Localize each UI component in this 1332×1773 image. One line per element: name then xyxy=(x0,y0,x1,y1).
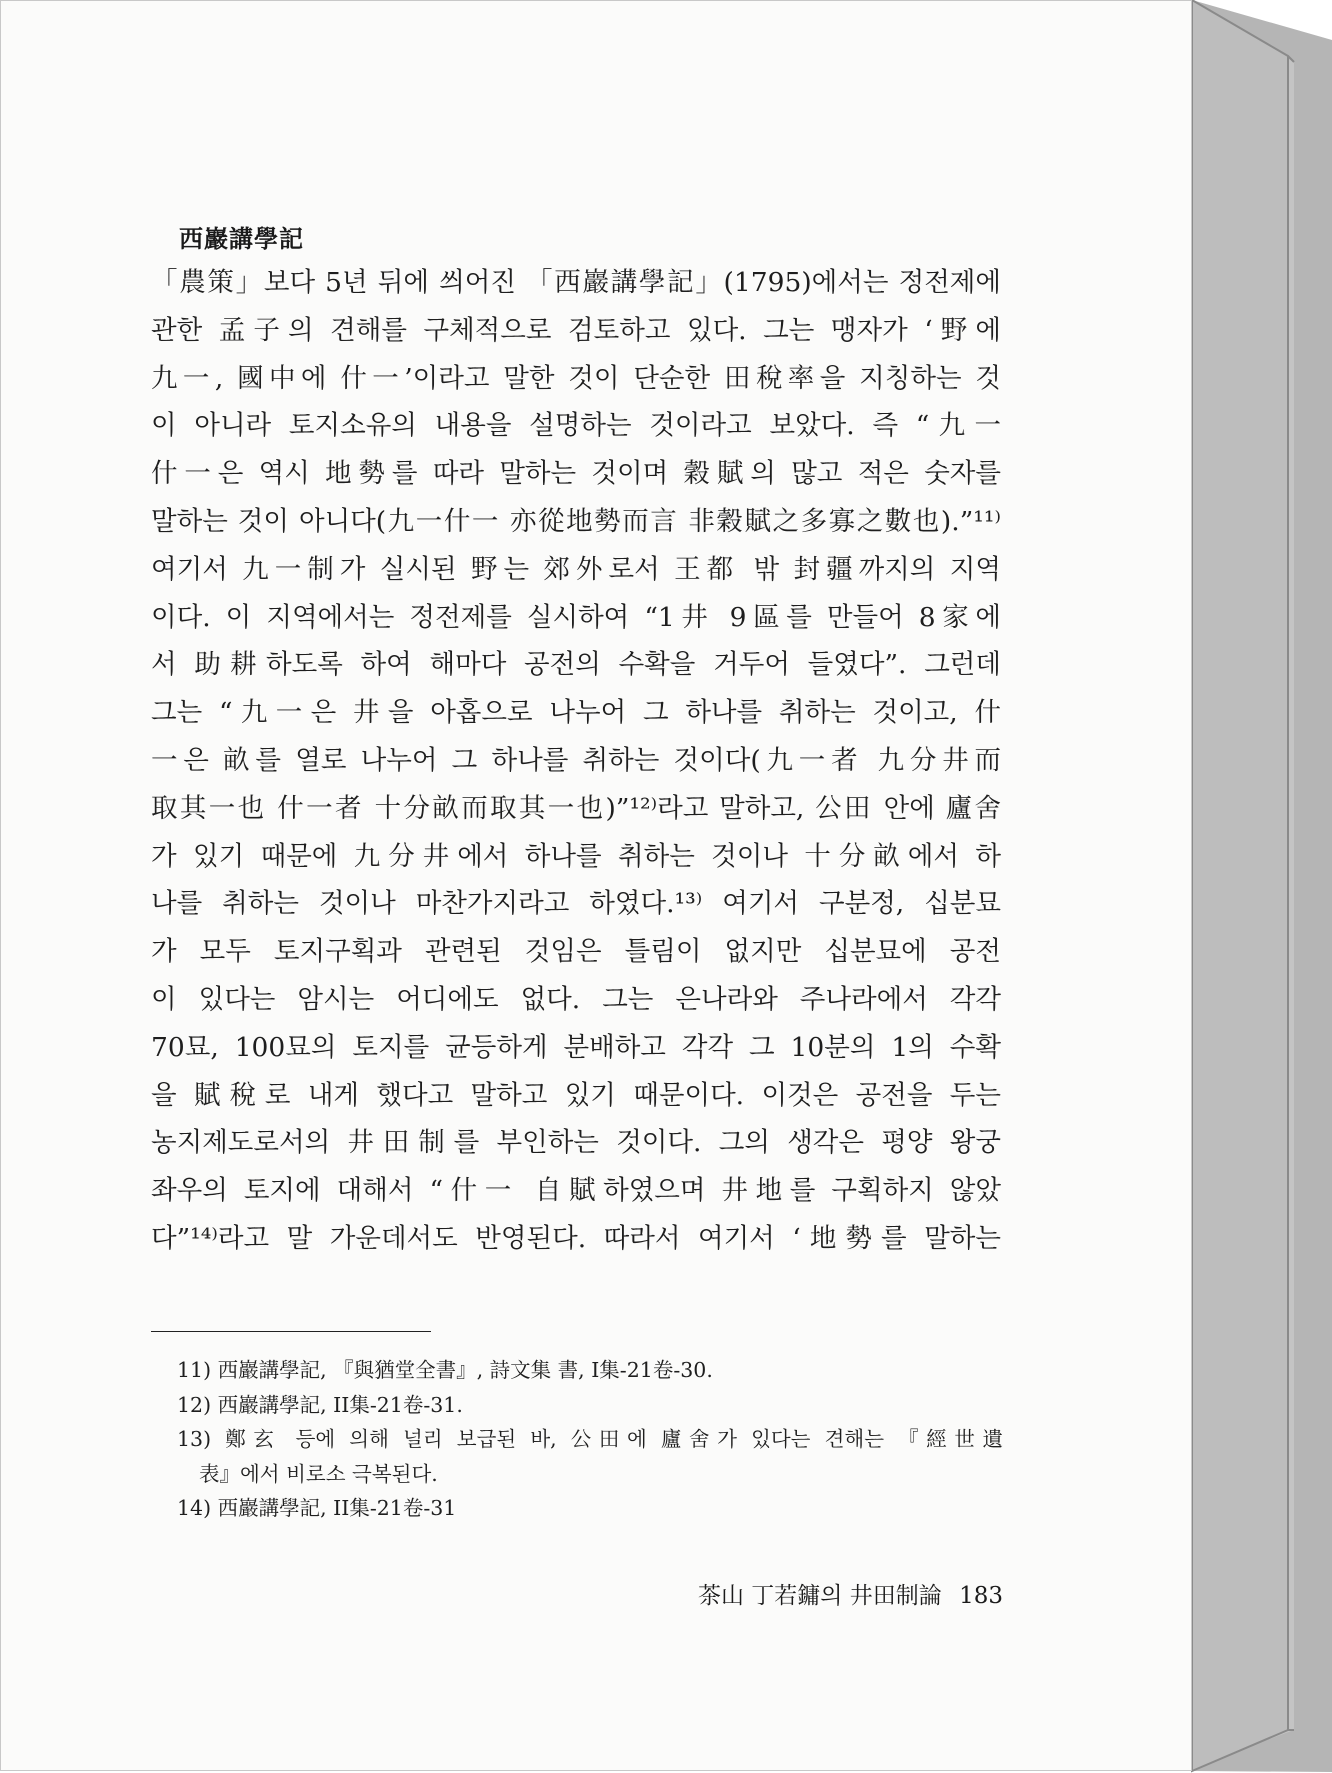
footnote: 12) 西巖講學記, II集-21卷-31. xyxy=(177,1392,463,1417)
body-line: 을 賦稅로 내게 했다고 말하고 있기 때문이다. 이것은 공전을 두는 xyxy=(151,1079,1001,1111)
footnotes xyxy=(177,1353,1003,1526)
footnote-divider xyxy=(151,1331,431,1332)
body-line: 이다. 이 지역에서는 정전제를 실시하여 “1井 9區를 만들어 8家에 xyxy=(151,601,1001,633)
footnote: 13) 鄭玄 등에 의해 널리 보급된 바, 公田에 廬舍가 있다는 견해는 『經世遺 xyxy=(177,1427,1003,1451)
running-footer xyxy=(677,1577,1003,1610)
body-line: 什一은 역시 地勢를 따라 말하는 것이며 穀賦의 많고 적은 숫자를 xyxy=(151,458,1001,490)
footnote: 14) 西巖講學記, II集-21卷-31 xyxy=(177,1496,457,1520)
body-line: 나를 취하는 것이나 마찬가지라고 하였다.¹³⁾ 여기서 구분정, 십분묘 xyxy=(151,888,1001,920)
body-line: 관한 孟子의 견해를 구체적으로 검토하고 있다. 그는 맹자가 ‘野에 xyxy=(151,314,1001,346)
body-line: 九一, 國中에 什一’이라고 말한 것이 단순한 田稅率을 지칭하는 것 xyxy=(151,362,1001,394)
body-text xyxy=(151,259,1001,1263)
section-title: 西巖講學記 xyxy=(179,224,304,253)
body-line: 가 있기 때문에 九分井에서 하나를 취하는 것이나 十分畝에서 하 xyxy=(151,840,1001,872)
body-line: 좌우의 토지에 대해서 “什一 自賦하였으며 井地를 구획하지 않았 xyxy=(151,1175,1001,1207)
body-line: 서 助耕하도록 하여 해마다 공전의 수확을 거두어 들였다”. 그런데 xyxy=(151,649,1001,681)
body-line: 70묘, 100묘의 토지를 균등하게 분배하고 각각 그 10분의 1의 수확 xyxy=(151,1031,1001,1063)
body-line: 一은 畝를 열로 나누어 그 하나를 취하는 것이다(九一者 九分井而 xyxy=(151,744,1001,776)
body-line: 이 있다는 암시는 어디에도 없다. 그는 은나라와 주나라에서 각각 xyxy=(151,983,1001,1015)
body-line: 농지제도로서의 井田制를 부인하는 것이다. 그의 생각은 평양 왕궁 xyxy=(151,1127,1001,1159)
page-number: 183 xyxy=(959,1583,1003,1609)
footnote: 11) 西巖講學記, 『與猶堂全書』, 詩文集 書, I集-21卷-30. xyxy=(177,1358,713,1382)
running-footer-title: 茶山 丁若鏞의 井田制論 xyxy=(697,1583,942,1609)
body-line: 「農策」보다 5년 뒤에 씌어진 「西巖講學記」(1795)에서는 정전제에 xyxy=(151,267,1001,298)
body-line: 가 모두 토지구획과 관련된 것임은 틀림이 없지만 십분묘에 공전 xyxy=(151,936,1001,968)
footnote-continuation: 表』에서 비로소 극복된다. xyxy=(199,1461,438,1486)
body-line: 여기서 九一制가 실시된 野는 郊外로서 王都 밖 封疆까지의 지역 xyxy=(151,553,1001,585)
body-line: 取其一也 什一者 十分畝而取其一也)”¹²⁾라고 말하고, 公田 안에 廬舍 xyxy=(151,792,1001,824)
body-line: 다”¹⁴⁾라고 말 가운데서도 반영된다. 따라서 여기서 ‘地勢를 말하는 xyxy=(151,1222,1001,1254)
body-line: 그는 “九一은 井을 아홉으로 나누어 그 하나를 취하는 것이고, 什 xyxy=(151,697,1001,729)
body-line: 이 아니라 토지소유의 내용을 설명하는 것이라고 보았다. 즉 “九一 xyxy=(151,410,1001,442)
body-line: 말하는 것이 아니다(九一什一 亦從地勢而言 非穀賦之多寡之數也).”¹¹⁾ xyxy=(151,505,1001,537)
